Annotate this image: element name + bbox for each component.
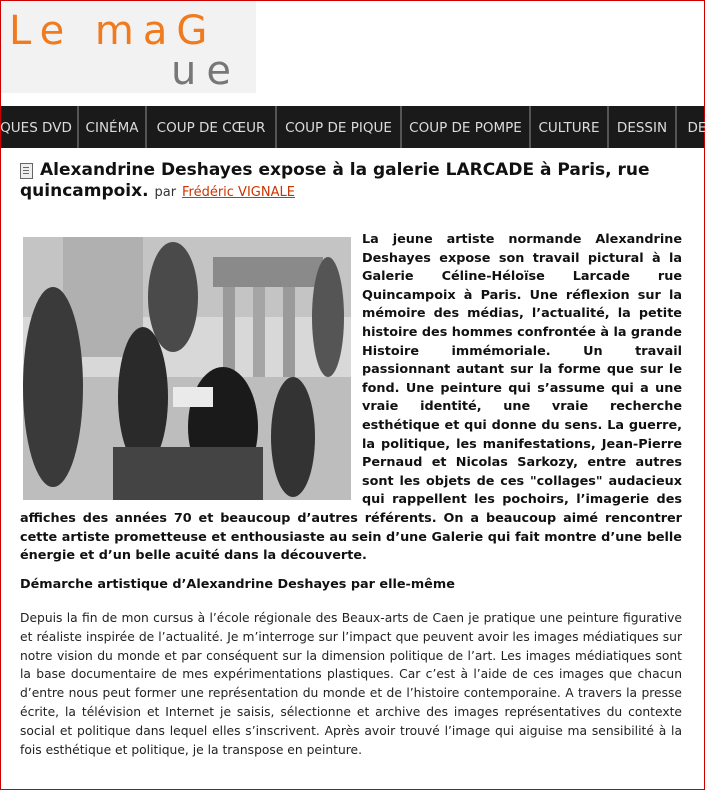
logo-text-line1: Le maG (9, 8, 217, 54)
article-title-text: Alexandrine Deshayes expose à la galerie LARCADE à Paris, rue quincampoix. (20, 160, 650, 201)
section-heading: Démarche artistique d’Alexandrine Deshayes par elle-même (20, 577, 455, 592)
logo-text-line2: ue (171, 48, 241, 94)
article-body: Depuis la fin de mon cursus à l’école régionale des Beaux-arts de Caen je pratique une peinture figurative et réaliste inspirée de l’actualité. Je m’interroge sur l’impact que peuvent avoir les images médiatiques sur notre vision du monde et par conséquent sur la dimension politique de l’art. Les images médiatiques sont la base documentaire de mes expérimentations plastiques. Car c’est à l’aide de ces images que chacun d’entre nous peut former une représentation du monde et de l’histoire contemporaine. A travers la presse écrite, la télévision et Internet je saisis, sélectionne et archive des images représentatives du contexte social et politique dans lequel elles s’inscrivent. Après avoir trouvé l’image qui aiguise ma sensibilité à la fois esthétique et politique, je la transpose en peinture. (20, 611, 682, 757)
nav-item-culture[interactable]: CULTURE (531, 106, 609, 148)
article-header (20, 160, 682, 203)
site-logo[interactable] (1, 1, 256, 93)
article-intro (20, 231, 682, 566)
intro-text: La jeune artiste normande Alexandrine Deshayes expose son travail pictural à la Galerie Céline-Héloïse Larcade rue Quincampoix à Paris. Une réflexion sur la mémoire des médias, l’actualité, la petite histoire des hommes confrontée à la grande Histoire immémoriale. Un travail passionnant autant sur la forme que sur le fond. Une peinture qui s’assume qui a une vraie identité, une vraie recherche esthétique et qui donne du sens. La guerre, la politique, les manifestations, Jean-Pierre Pernaud et Nicolas Sarkozy, entre autres sont les objets de ces "collages" audacieux qui rappellent les pochoirs, l’imagerie des affiches des années 70 et beaucoup d’autres référents. On a beaucoup aimé rencontrer cette artiste prometteuse et enthousiaste au sein d’une Galerie qui fait montre d’une belle énergie et d’un belle acuité dans la découverte. (20, 232, 682, 564)
nav-item-more[interactable]: DE (687, 120, 707, 136)
nav-item-musiques-dvd[interactable]: QUES DVD (0, 106, 79, 148)
nav-item-cinema[interactable]: CINÉMA (79, 106, 147, 148)
author-link[interactable]: Frédéric VIGNALE (181, 185, 295, 200)
nav-item-coup-de-pique[interactable]: COUP DE PIQUE (277, 106, 402, 148)
document-icon (20, 163, 33, 179)
nav-item-coup-de-coeur[interactable]: COUP DE CŒUR (147, 106, 277, 148)
main-nav (0, 106, 707, 148)
nav-item-coup-de-pompe[interactable]: COUP DE POMPE (402, 106, 531, 148)
nav-item-dessin[interactable]: DESSIN (609, 106, 677, 148)
article-title (20, 160, 682, 203)
byline-label: par (154, 185, 177, 200)
